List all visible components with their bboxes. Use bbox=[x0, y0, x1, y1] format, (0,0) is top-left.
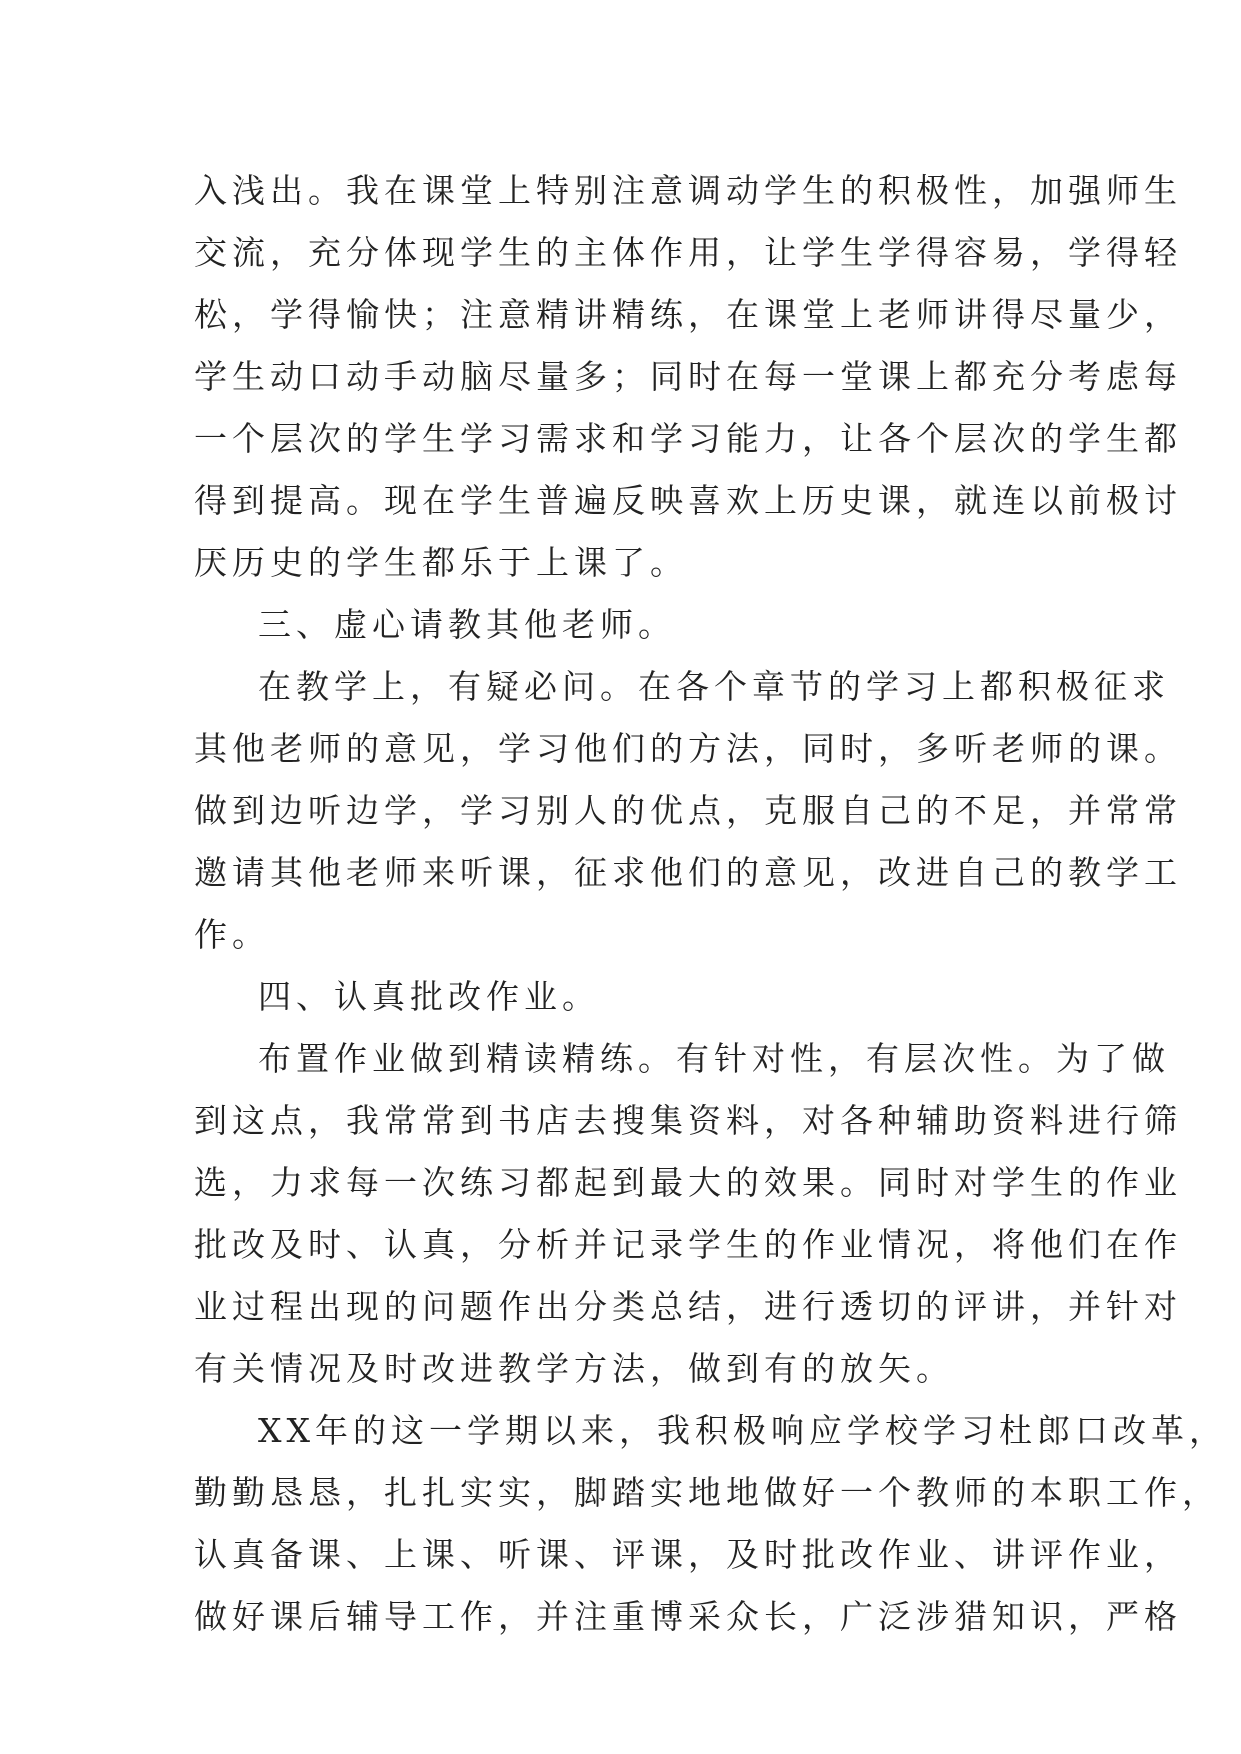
text-line: 到这点，我常常到书店去搜集资料，对各种辅助资料进行筛 bbox=[194, 1101, 1182, 1140]
text-line: 作。 bbox=[194, 915, 270, 954]
text-line: 学生动口动手动脑尽量多；同时在每一堂课上都充分考虑每 bbox=[194, 357, 1182, 396]
text-line: 得到提高。现在学生普遍反映喜欢上历史课，就连以前极讨 bbox=[194, 481, 1182, 520]
text-line: 一个层次的学生学习需求和学习能力，让各个层次的学生都 bbox=[194, 419, 1182, 458]
text-line: 邀请其他老师来听课，征求他们的意见，改进自己的教学工 bbox=[194, 853, 1182, 892]
text-line: 厌历史的学生都乐于上课了。 bbox=[194, 543, 688, 582]
text-line: 勤勤恳恳，扎扎实实，脚踏实地地做好一个教师的本职工作， bbox=[194, 1473, 1220, 1512]
text-line: 认真备课、上课、听课、评课，及时批改作业、讲评作业， bbox=[194, 1535, 1182, 1574]
text-line: 选，力求每一次练习都起到最大的效果。同时对学生的作业 bbox=[194, 1163, 1182, 1202]
text-line: 在教学上，有疑必问。在各个章节的学习上都积极征求 bbox=[258, 667, 1170, 706]
text-line: 做到边听边学，学习别人的优点，克服自己的不足，并常常 bbox=[194, 791, 1182, 830]
text-line: XX年的这一学期以来，我积极响应学校学习杜郎口改革， bbox=[258, 1411, 1227, 1450]
text-line: 有关情况及时改进教学方法，做到有的放矢。 bbox=[194, 1349, 954, 1388]
text-line: 其他老师的意见，学习他们的方法，同时，多听老师的课。 bbox=[194, 729, 1182, 768]
section-heading: 四、认真批改作业。 bbox=[258, 977, 600, 1016]
section-heading: 三、虚心请教其他老师。 bbox=[258, 605, 676, 644]
text-line: 入浅出。我在课堂上特别注意调动学生的积极性，加强师生 bbox=[194, 171, 1182, 210]
text-line: 交流，充分体现学生的主体作用，让学生学得容易，学得轻 bbox=[194, 233, 1182, 272]
text-line: 松，学得愉快；注意精讲精练，在课堂上老师讲得尽量少， bbox=[194, 295, 1182, 334]
text-line: 批改及时、认真，分析并记录学生的作业情况，将他们在作 bbox=[194, 1225, 1182, 1264]
text-line: 业过程出现的问题作出分类总结，进行透切的评讲，并针对 bbox=[194, 1287, 1182, 1326]
text-line: 布置作业做到精读精练。有针对性，有层次性。为了做 bbox=[258, 1039, 1170, 1078]
document-body bbox=[194, 160, 1227, 1648]
text-line: 做好课后辅导工作，并注重博采众长，广泛涉猎知识，严格 bbox=[194, 1597, 1182, 1636]
